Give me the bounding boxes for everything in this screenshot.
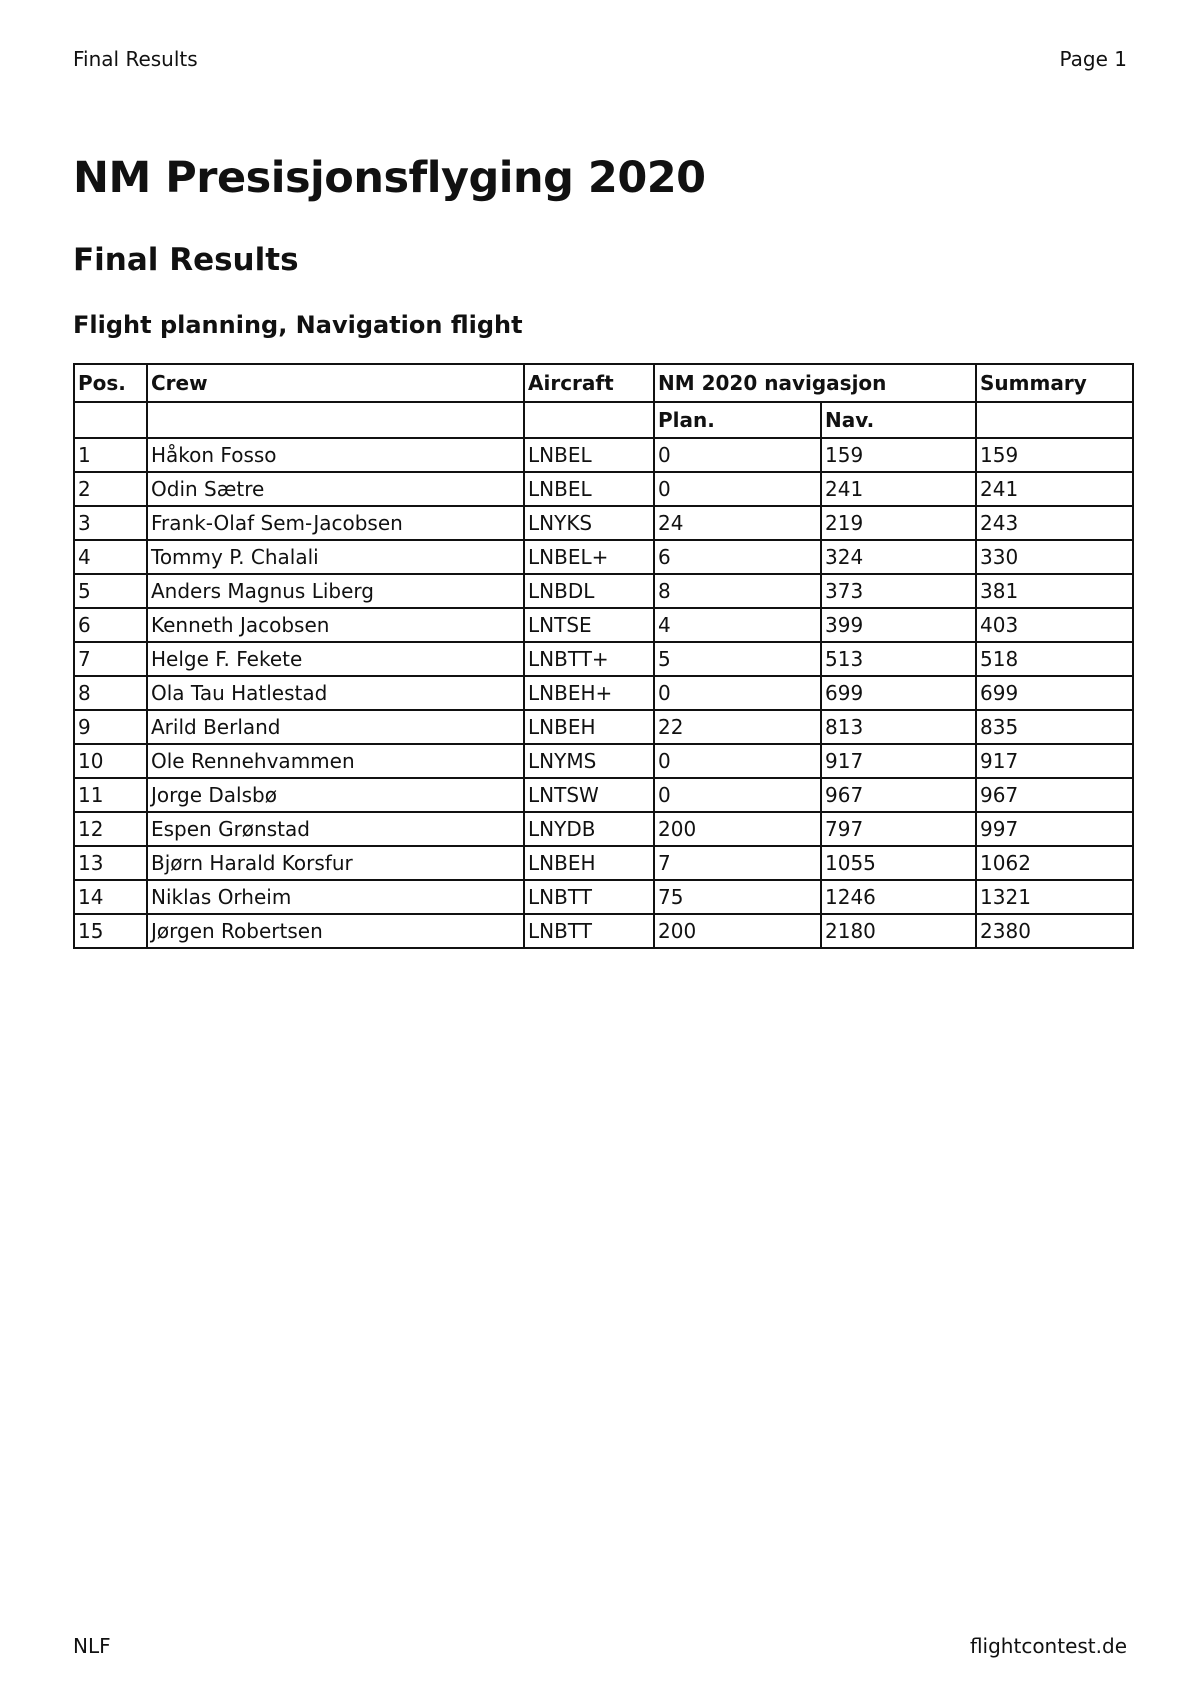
cell-pos: 1: [74, 438, 147, 472]
cell-nav: 1055: [821, 846, 976, 880]
cell-plan: 0: [654, 744, 821, 778]
cell-summary: 403: [976, 608, 1133, 642]
table-row: [74, 744, 1133, 778]
document-subtitle: Final Results: [73, 242, 299, 278]
cell-summary: 159: [976, 438, 1133, 472]
footer-right: flightcontest.de: [969, 1634, 1127, 1658]
cell-plan: 0: [654, 472, 821, 506]
cell-pos: 15: [74, 914, 147, 948]
cell-summary: 1321: [976, 880, 1133, 914]
cell-crew: Ole Rennehvammen: [147, 744, 524, 778]
cell-summary: 967: [976, 778, 1133, 812]
cell-summary: 2380: [976, 914, 1133, 948]
cell-plan: 5: [654, 642, 821, 676]
cell-aircraft: LNYKS: [524, 506, 654, 540]
page-number: Page 1: [1059, 47, 1127, 71]
cell-plan: 24: [654, 506, 821, 540]
header-left: Final Results: [73, 47, 198, 71]
subheader-empty: [74, 402, 147, 438]
cell-plan: 22: [654, 710, 821, 744]
cell-crew: Helge F. Fekete: [147, 642, 524, 676]
cell-crew: Niklas Orheim: [147, 880, 524, 914]
table-row: [74, 608, 1133, 642]
footer-left: NLF: [73, 1634, 111, 1658]
cell-aircraft: LNBTT: [524, 914, 654, 948]
table-row: [74, 914, 1133, 948]
cell-plan: 6: [654, 540, 821, 574]
table-row: [74, 472, 1133, 506]
header-summary: Summary: [976, 364, 1133, 402]
cell-crew: Anders Magnus Liberg: [147, 574, 524, 608]
cell-pos: 7: [74, 642, 147, 676]
cell-summary: 330: [976, 540, 1133, 574]
cell-summary: 917: [976, 744, 1133, 778]
cell-pos: 10: [74, 744, 147, 778]
cell-plan: 75: [654, 880, 821, 914]
cell-crew: Espen Grønstad: [147, 812, 524, 846]
cell-crew: Jorge Dalsbø: [147, 778, 524, 812]
cell-crew: Håkon Fosso: [147, 438, 524, 472]
cell-pos: 8: [74, 676, 147, 710]
subheader-empty: [976, 402, 1133, 438]
cell-plan: 8: [654, 574, 821, 608]
cell-plan: 4: [654, 608, 821, 642]
cell-aircraft: LNBEH+: [524, 676, 654, 710]
cell-pos: 14: [74, 880, 147, 914]
cell-pos: 4: [74, 540, 147, 574]
cell-nav: 159: [821, 438, 976, 472]
cell-plan: 0: [654, 676, 821, 710]
cell-nav: 813: [821, 710, 976, 744]
cell-crew: Frank-Olaf Sem-Jacobsen: [147, 506, 524, 540]
cell-pos: 12: [74, 812, 147, 846]
table-row: [74, 846, 1133, 880]
table-row: [74, 506, 1133, 540]
table-row: [74, 540, 1133, 574]
table-row: [74, 778, 1133, 812]
subheader-nav: Nav.: [821, 402, 976, 438]
cell-nav: 324: [821, 540, 976, 574]
cell-aircraft: LNBDL: [524, 574, 654, 608]
cell-pos: 5: [74, 574, 147, 608]
table-row: [74, 676, 1133, 710]
cell-pos: 3: [74, 506, 147, 540]
cell-crew: Ola Tau Hatlestad: [147, 676, 524, 710]
cell-summary: 243: [976, 506, 1133, 540]
cell-summary: 518: [976, 642, 1133, 676]
cell-crew: Bjørn Harald Korsfur: [147, 846, 524, 880]
table-row: [74, 710, 1133, 744]
table-row: [74, 812, 1133, 846]
subheader-empty: [524, 402, 654, 438]
cell-plan: 200: [654, 914, 821, 948]
section-heading: Flight planning, Navigation flight: [73, 311, 523, 339]
cell-aircraft: LNBEL: [524, 472, 654, 506]
header-aircraft: Aircraft: [524, 364, 654, 402]
cell-crew: Kenneth Jacobsen: [147, 608, 524, 642]
cell-nav: 241: [821, 472, 976, 506]
cell-summary: 835: [976, 710, 1133, 744]
table-row: [74, 880, 1133, 914]
cell-aircraft: LNYDB: [524, 812, 654, 846]
cell-crew: Tommy P. Chalali: [147, 540, 524, 574]
cell-nav: 1246: [821, 880, 976, 914]
header-nm-navigasjon: NM 2020 navigasjon: [654, 364, 976, 402]
cell-plan: 0: [654, 438, 821, 472]
table-row: [74, 642, 1133, 676]
header-crew: Crew: [147, 364, 524, 402]
subheader-empty: [147, 402, 524, 438]
cell-nav: 373: [821, 574, 976, 608]
cell-crew: Arild Berland: [147, 710, 524, 744]
cell-aircraft: LNYMS: [524, 744, 654, 778]
cell-aircraft: LNTSE: [524, 608, 654, 642]
cell-summary: 699: [976, 676, 1133, 710]
cell-nav: 399: [821, 608, 976, 642]
cell-summary: 1062: [976, 846, 1133, 880]
header-pos: Pos.: [74, 364, 147, 402]
cell-nav: 513: [821, 642, 976, 676]
cell-plan: 7: [654, 846, 821, 880]
cell-summary: 997: [976, 812, 1133, 846]
table-subheader-row: [74, 402, 1133, 438]
cell-pos: 11: [74, 778, 147, 812]
cell-nav: 219: [821, 506, 976, 540]
cell-pos: 13: [74, 846, 147, 880]
cell-nav: 967: [821, 778, 976, 812]
document-title: NM Presisjonsflyging 2020: [73, 153, 706, 203]
cell-crew: Odin Sætre: [147, 472, 524, 506]
cell-nav: 699: [821, 676, 976, 710]
cell-nav: 2180: [821, 914, 976, 948]
cell-aircraft: LNTSW: [524, 778, 654, 812]
cell-aircraft: LNBTT: [524, 880, 654, 914]
table-row: [74, 574, 1133, 608]
cell-plan: 200: [654, 812, 821, 846]
cell-summary: 241: [976, 472, 1133, 506]
table-header-row: [74, 364, 1133, 402]
cell-plan: 0: [654, 778, 821, 812]
subheader-plan: Plan.: [654, 402, 821, 438]
cell-pos: 2: [74, 472, 147, 506]
cell-crew: Jørgen Robertsen: [147, 914, 524, 948]
cell-aircraft: LNBEH: [524, 710, 654, 744]
cell-pos: 9: [74, 710, 147, 744]
cell-aircraft: LNBEL: [524, 438, 654, 472]
cell-aircraft: LNBTT+: [524, 642, 654, 676]
cell-summary: 381: [976, 574, 1133, 608]
results-table: [73, 363, 1134, 949]
cell-pos: 6: [74, 608, 147, 642]
cell-nav: 797: [821, 812, 976, 846]
table-row: [74, 438, 1133, 472]
cell-aircraft: LNBEL+: [524, 540, 654, 574]
cell-nav: 917: [821, 744, 976, 778]
cell-aircraft: LNBEH: [524, 846, 654, 880]
